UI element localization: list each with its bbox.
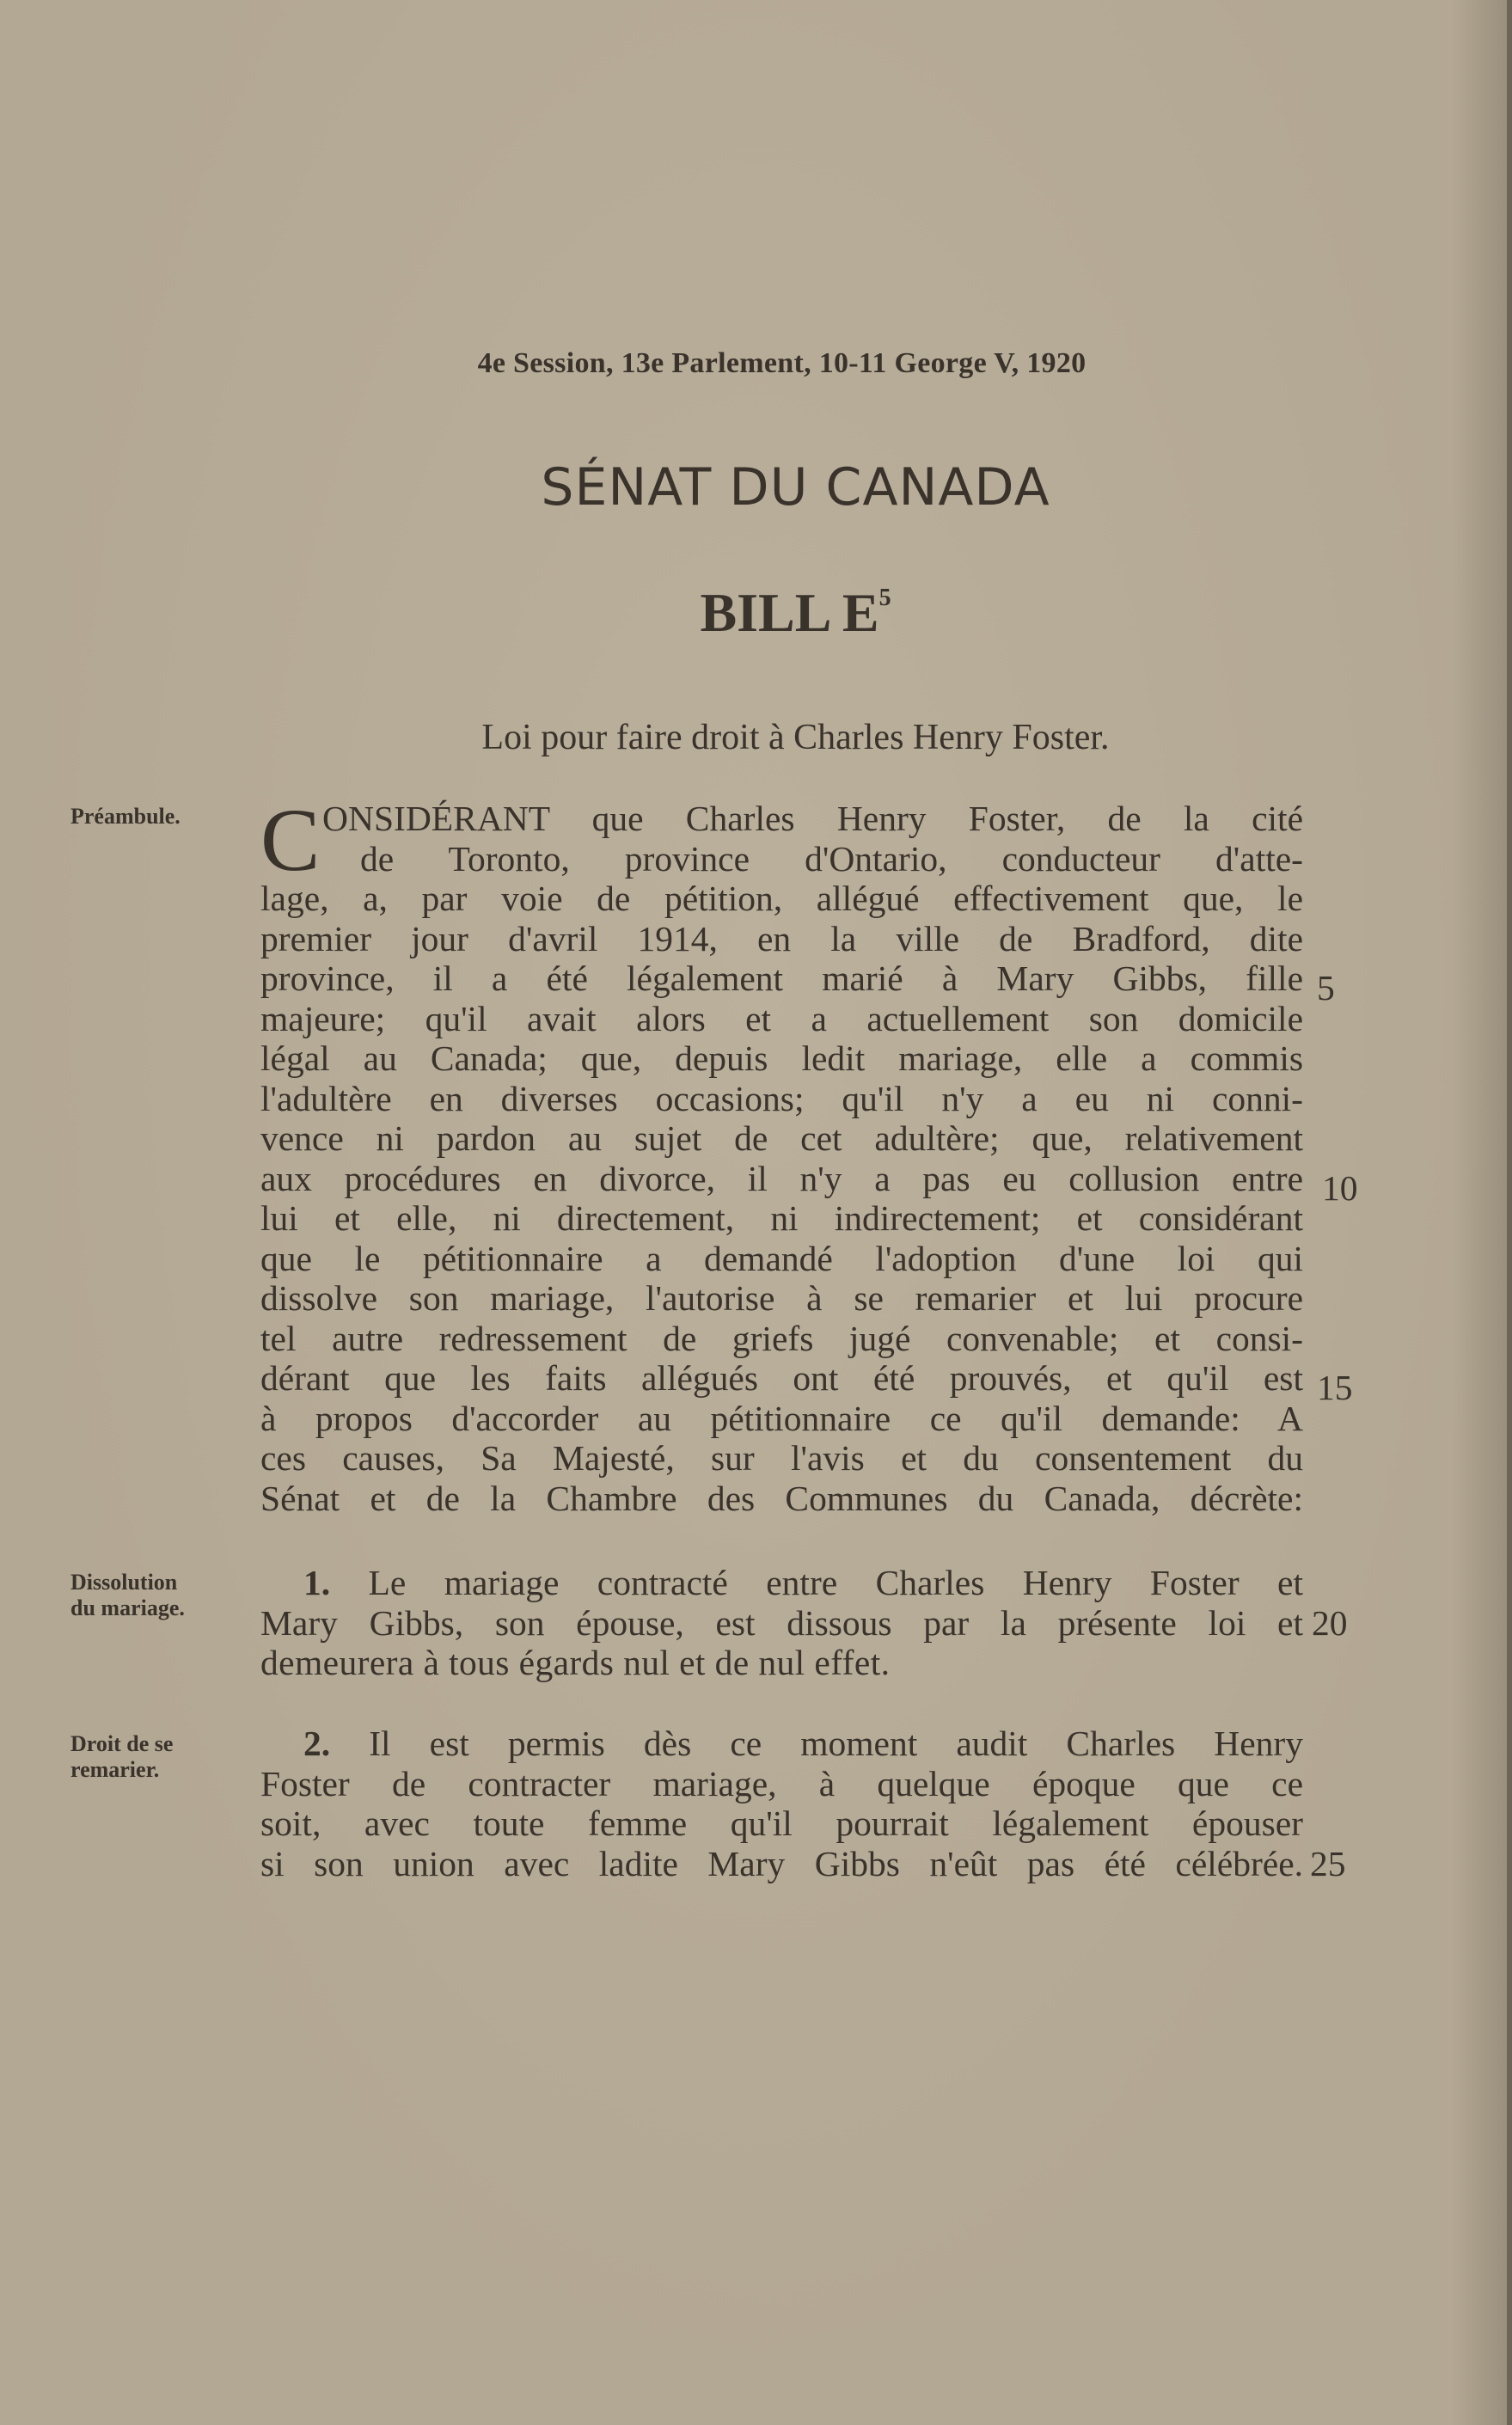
section-line [260,1563,1303,1603]
margin-note-line: Droit de se [70,1731,174,1756]
session-header: 4e Session, 13e Parlement, 10-11 George V, 1920 [477,347,1087,379]
preamble-line: de Toronto, province d'Ontario, conducteur d'atte- [360,838,1303,879]
bill-label: BILL E [700,582,879,643]
line-number: 10 [1322,1168,1358,1208]
preamble-line: que le pétitionnaire a demandé l'adoption d'une loi qui [260,1238,1303,1278]
section-1-text [260,1563,1303,1683]
section-line: Foster de contracter mariage, à quelque époque que ce [260,1763,1303,1803]
margin-note-remarriage [70,1731,242,1783]
margin-note-line: remarier. [70,1757,160,1782]
preamble-line: dissolve son mariage, l'autorise à se remarier et lui procure [260,1278,1303,1318]
dropcap-letter: C [260,791,321,890]
preamble-line: lage, a, par voie de pétition, allégué effectivement que, le [260,879,1303,918]
preamble-line: premier jour d'avril 1914, en la ville de Bradford, dite [260,918,1303,958]
margin-note-preamble: Préambule. [70,804,181,829]
section-line: Mary Gibbs, son épouse, est dissous par la présente loi et [260,1602,1303,1643]
preamble-line: ONSIDÉRANT que Charles Henry Foster, de la cité [322,799,1303,838]
bill-title [0,581,1512,645]
chamber-title: SÉNAT DU CANADA [541,457,1050,517]
section-line: demeurera à tous égards nul et de nul effet. [260,1643,891,1682]
section-line-text: Il est permis dès ce moment audit Charles Henry [369,1724,1303,1763]
section-number: 1. [303,1563,331,1602]
preamble-line: majeure; qu'il avait alors et a actuellement son domicile [260,998,1303,1038]
section-line: soit, avec toute femme qu'il pourrait légalement épouser [260,1803,1303,1843]
preamble-line: à propos d'accorder au pétitionnaire ce qu'il demande: A [260,1398,1303,1438]
section-2-text [260,1724,1303,1883]
preamble-line: l'adultère en diverses occasions; qu'il n'y a eu ni conni- [260,1078,1303,1118]
section-line-text: Le mariage contracté entre Charles Henry Foster et [368,1563,1304,1602]
line-number: 5 [1317,968,1335,1007]
section-line [260,1724,1303,1764]
margin-note-dissolution [70,1570,242,1621]
margin-note-line: Dissolution [70,1570,178,1595]
preamble-line: vence ni pardon au sujet de cet adultère; que, relativement [260,1118,1303,1158]
preamble-line: légal au Canada; que, depuis ledit mariage, elle a commis [260,1038,1303,1078]
line-number: 15 [1317,1368,1353,1407]
preamble-line: dérant que les faits allégués ont été prouvés, et qu'il est [260,1358,1303,1398]
preamble-line: tel autre redressement de griefs jugé convenable; et consi- [260,1318,1303,1358]
preamble-line: Sénat et de la Chambre des Communes du Canada, décrète: [260,1478,1303,1518]
preamble-line: ces causes, Sa Majesté, sur l'avis et du consentement du [260,1438,1303,1478]
line-number: 20 [1312,1603,1348,1643]
preamble-line: lui et elle, ni directement, ni indirectement; et considérant [260,1198,1303,1238]
line-number: 25 [1310,1844,1346,1883]
preamble-line: province, il a été légalement marié à Mary Gibbs, fille [260,958,1303,998]
section-number: 2. [303,1724,331,1763]
short-title: Loi pour faire droit à Charles Henry Foster. [481,718,1110,757]
section-line: si son union avec ladite Mary Gibbs n'eût pas été célébrée. [260,1843,1303,1883]
margin-note-line: du mariage. [70,1595,185,1620]
preamble-line: aux procédures en divorce, il n'y a pas eu collusion entre [260,1158,1303,1198]
bill-superscript: 5 [878,585,891,611]
preamble-text [260,791,1303,1518]
